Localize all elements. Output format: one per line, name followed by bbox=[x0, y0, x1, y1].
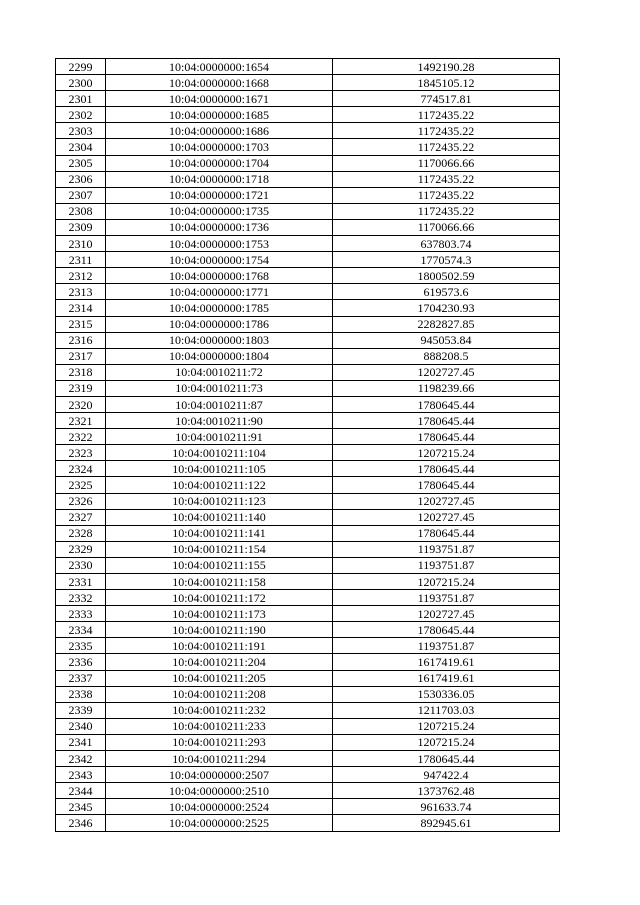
cadastral-code-cell: 10:04:0010211:72 bbox=[106, 364, 333, 380]
table-row bbox=[56, 300, 560, 316]
row-index-cell: 2303 bbox=[56, 123, 106, 139]
cadastral-code-cell: 10:04:0000000:1753 bbox=[106, 236, 333, 252]
row-index-cell: 2302 bbox=[56, 107, 106, 123]
amount-cell: 1172435.22 bbox=[333, 139, 560, 155]
row-index-cell: 2318 bbox=[56, 364, 106, 380]
cadastral-code-cell: 10:04:0010211:294 bbox=[106, 751, 333, 767]
row-index-cell: 2325 bbox=[56, 477, 106, 493]
row-index-cell: 2323 bbox=[56, 445, 106, 461]
table-row bbox=[56, 252, 560, 268]
table-row bbox=[56, 364, 560, 380]
table-row bbox=[56, 236, 560, 252]
row-index-cell: 2336 bbox=[56, 654, 106, 670]
data-table bbox=[55, 58, 560, 832]
table-row bbox=[56, 654, 560, 670]
amount-cell: 945053.84 bbox=[333, 332, 560, 348]
table-row bbox=[56, 477, 560, 493]
table-row bbox=[56, 75, 560, 91]
amount-cell: 1780645.44 bbox=[333, 622, 560, 638]
cadastral-code-cell: 10:04:0010211:233 bbox=[106, 718, 333, 734]
cadastral-code-cell: 10:04:0010211:155 bbox=[106, 557, 333, 573]
amount-cell: 1198239.66 bbox=[333, 380, 560, 396]
cadastral-code-cell: 10:04:0000000:1685 bbox=[106, 107, 333, 123]
cadastral-code-cell: 10:04:0000000:1786 bbox=[106, 316, 333, 332]
row-index-cell: 2319 bbox=[56, 380, 106, 396]
table-row bbox=[56, 284, 560, 300]
row-index-cell: 2324 bbox=[56, 461, 106, 477]
row-index-cell: 2335 bbox=[56, 638, 106, 654]
table-row bbox=[56, 155, 560, 171]
table-row bbox=[56, 445, 560, 461]
table-row bbox=[56, 396, 560, 412]
table-row bbox=[56, 203, 560, 219]
table-row bbox=[56, 606, 560, 622]
row-index-cell: 2308 bbox=[56, 203, 106, 219]
table-row bbox=[56, 139, 560, 155]
amount-cell: 1202727.45 bbox=[333, 364, 560, 380]
row-index-cell: 2315 bbox=[56, 316, 106, 332]
row-index-cell: 2320 bbox=[56, 396, 106, 412]
table-row bbox=[56, 702, 560, 718]
row-index-cell: 2340 bbox=[56, 718, 106, 734]
row-index-cell: 2328 bbox=[56, 525, 106, 541]
row-index-cell: 2346 bbox=[56, 815, 106, 831]
amount-cell: 1193751.87 bbox=[333, 590, 560, 606]
cadastral-code-cell: 10:04:0000000:1721 bbox=[106, 187, 333, 203]
cadastral-code-cell: 10:04:0000000:2507 bbox=[106, 767, 333, 783]
table-row bbox=[56, 171, 560, 187]
row-index-cell: 2341 bbox=[56, 734, 106, 750]
amount-cell: 1373762.48 bbox=[333, 783, 560, 799]
amount-cell: 1207215.24 bbox=[333, 734, 560, 750]
row-index-cell: 2343 bbox=[56, 767, 106, 783]
cadastral-code-cell: 10:04:0010211:73 bbox=[106, 380, 333, 396]
cadastral-code-cell: 10:04:0010211:122 bbox=[106, 477, 333, 493]
row-index-cell: 2317 bbox=[56, 348, 106, 364]
cadastral-code-cell: 10:04:0010211:90 bbox=[106, 413, 333, 429]
amount-cell: 1800502.59 bbox=[333, 268, 560, 284]
amount-cell: 888208.5 bbox=[333, 348, 560, 364]
table-row bbox=[56, 316, 560, 332]
row-index-cell: 2338 bbox=[56, 686, 106, 702]
table-row bbox=[56, 541, 560, 557]
row-index-cell: 2334 bbox=[56, 622, 106, 638]
row-index-cell: 2337 bbox=[56, 670, 106, 686]
row-index-cell: 2330 bbox=[56, 557, 106, 573]
cadastral-code-cell: 10:04:0000000:1703 bbox=[106, 139, 333, 155]
row-index-cell: 2312 bbox=[56, 268, 106, 284]
cadastral-code-cell: 10:04:0000000:1704 bbox=[106, 155, 333, 171]
amount-cell: 1172435.22 bbox=[333, 107, 560, 123]
table-row bbox=[56, 638, 560, 654]
amount-cell: 892945.61 bbox=[333, 815, 560, 831]
cadastral-code-cell: 10:04:0000000:1654 bbox=[106, 59, 333, 75]
table-row bbox=[56, 91, 560, 107]
cadastral-code-cell: 10:04:0000000:1771 bbox=[106, 284, 333, 300]
amount-cell: 1780645.44 bbox=[333, 525, 560, 541]
cadastral-code-cell: 10:04:0000000:1803 bbox=[106, 332, 333, 348]
amount-cell: 961633.74 bbox=[333, 799, 560, 815]
row-index-cell: 2333 bbox=[56, 606, 106, 622]
table-row bbox=[56, 187, 560, 203]
amount-cell: 1170066.66 bbox=[333, 155, 560, 171]
table-row bbox=[56, 574, 560, 590]
row-index-cell: 2306 bbox=[56, 171, 106, 187]
cadastral-code-cell: 10:04:0010211:87 bbox=[106, 396, 333, 412]
table-row bbox=[56, 509, 560, 525]
cadastral-code-cell: 10:04:0000000:2525 bbox=[106, 815, 333, 831]
amount-cell: 1780645.44 bbox=[333, 477, 560, 493]
table-row bbox=[56, 525, 560, 541]
table-row bbox=[56, 670, 560, 686]
amount-cell: 1207215.24 bbox=[333, 574, 560, 590]
amount-cell: 1770574.3 bbox=[333, 252, 560, 268]
amount-cell: 1193751.87 bbox=[333, 638, 560, 654]
table-row bbox=[56, 493, 560, 509]
table-row bbox=[56, 268, 560, 284]
cadastral-code-cell: 10:04:0010211:123 bbox=[106, 493, 333, 509]
cadastral-code-cell: 10:04:0000000:1804 bbox=[106, 348, 333, 364]
row-index-cell: 2307 bbox=[56, 187, 106, 203]
amount-cell: 1172435.22 bbox=[333, 203, 560, 219]
amount-cell: 1492190.28 bbox=[333, 59, 560, 75]
amount-cell: 1202727.45 bbox=[333, 509, 560, 525]
row-index-cell: 2314 bbox=[56, 300, 106, 316]
row-index-cell: 2327 bbox=[56, 509, 106, 525]
row-index-cell: 2345 bbox=[56, 799, 106, 815]
cadastral-code-cell: 10:04:0010211:293 bbox=[106, 734, 333, 750]
cadastral-code-cell: 10:04:0000000:1768 bbox=[106, 268, 333, 284]
table-row bbox=[56, 734, 560, 750]
row-index-cell: 2301 bbox=[56, 91, 106, 107]
amount-cell: 1172435.22 bbox=[333, 123, 560, 139]
cadastral-code-cell: 10:04:0010211:158 bbox=[106, 574, 333, 590]
table-row bbox=[56, 219, 560, 235]
amount-cell: 619573.6 bbox=[333, 284, 560, 300]
amount-cell: 1617419.61 bbox=[333, 670, 560, 686]
table-row bbox=[56, 718, 560, 734]
amount-cell: 1211703.03 bbox=[333, 702, 560, 718]
table-row bbox=[56, 332, 560, 348]
cadastral-code-cell: 10:04:0000000:1736 bbox=[106, 219, 333, 235]
amount-cell: 1193751.87 bbox=[333, 541, 560, 557]
cadastral-code-cell: 10:04:0000000:2524 bbox=[106, 799, 333, 815]
table-row bbox=[56, 590, 560, 606]
amount-cell: 1704230.93 bbox=[333, 300, 560, 316]
cadastral-code-cell: 10:04:0010211:208 bbox=[106, 686, 333, 702]
row-index-cell: 2309 bbox=[56, 219, 106, 235]
amount-cell: 2282827.85 bbox=[333, 316, 560, 332]
amount-cell: 1193751.87 bbox=[333, 557, 560, 573]
table-row bbox=[56, 799, 560, 815]
table-row bbox=[56, 107, 560, 123]
row-index-cell: 2305 bbox=[56, 155, 106, 171]
row-index-cell: 2322 bbox=[56, 429, 106, 445]
cadastral-code-cell: 10:04:0010211:140 bbox=[106, 509, 333, 525]
table-row bbox=[56, 59, 560, 75]
cadastral-code-cell: 10:04:0000000:1671 bbox=[106, 91, 333, 107]
row-index-cell: 2304 bbox=[56, 139, 106, 155]
row-index-cell: 2332 bbox=[56, 590, 106, 606]
cadastral-code-cell: 10:04:0000000:1754 bbox=[106, 252, 333, 268]
cadastral-code-cell: 10:04:0000000:1718 bbox=[106, 171, 333, 187]
amount-cell: 637803.74 bbox=[333, 236, 560, 252]
amount-cell: 1780645.44 bbox=[333, 461, 560, 477]
amount-cell: 1780645.44 bbox=[333, 413, 560, 429]
table-row bbox=[56, 123, 560, 139]
row-index-cell: 2339 bbox=[56, 702, 106, 718]
cadastral-code-cell: 10:04:0010211:104 bbox=[106, 445, 333, 461]
cadastral-code-cell: 10:04:0000000:1668 bbox=[106, 75, 333, 91]
amount-cell: 1617419.61 bbox=[333, 654, 560, 670]
cadastral-code-cell: 10:04:0010211:191 bbox=[106, 638, 333, 654]
cadastral-code-cell: 10:04:0010211:154 bbox=[106, 541, 333, 557]
table-row bbox=[56, 380, 560, 396]
cadastral-code-cell: 10:04:0010211:172 bbox=[106, 590, 333, 606]
row-index-cell: 2331 bbox=[56, 574, 106, 590]
row-index-cell: 2300 bbox=[56, 75, 106, 91]
table-row bbox=[56, 783, 560, 799]
table-row bbox=[56, 751, 560, 767]
cadastral-code-cell: 10:04:0010211:232 bbox=[106, 702, 333, 718]
amount-cell: 1202727.45 bbox=[333, 606, 560, 622]
table-row bbox=[56, 348, 560, 364]
amount-cell: 1780645.44 bbox=[333, 396, 560, 412]
cadastral-code-cell: 10:04:0000000:1686 bbox=[106, 123, 333, 139]
row-index-cell: 2316 bbox=[56, 332, 106, 348]
table-row bbox=[56, 767, 560, 783]
table-row bbox=[56, 461, 560, 477]
cadastral-code-cell: 10:04:0010211:105 bbox=[106, 461, 333, 477]
amount-cell: 1202727.45 bbox=[333, 493, 560, 509]
cadastral-code-cell: 10:04:0010211:205 bbox=[106, 670, 333, 686]
row-index-cell: 2313 bbox=[56, 284, 106, 300]
row-index-cell: 2310 bbox=[56, 236, 106, 252]
table-row bbox=[56, 815, 560, 831]
cadastral-code-cell: 10:04:0010211:91 bbox=[106, 429, 333, 445]
table-row bbox=[56, 622, 560, 638]
amount-cell: 1530336.05 bbox=[333, 686, 560, 702]
cadastral-code-cell: 10:04:0010211:190 bbox=[106, 622, 333, 638]
table-body bbox=[56, 59, 560, 832]
amount-cell: 1207215.24 bbox=[333, 718, 560, 734]
row-index-cell: 2311 bbox=[56, 252, 106, 268]
table-row bbox=[56, 557, 560, 573]
table-row bbox=[56, 429, 560, 445]
amount-cell: 947422.4 bbox=[333, 767, 560, 783]
row-index-cell: 2342 bbox=[56, 751, 106, 767]
table-row bbox=[56, 686, 560, 702]
row-index-cell: 2329 bbox=[56, 541, 106, 557]
cadastral-code-cell: 10:04:0010211:204 bbox=[106, 654, 333, 670]
amount-cell: 1172435.22 bbox=[333, 187, 560, 203]
amount-cell: 1170066.66 bbox=[333, 219, 560, 235]
row-index-cell: 2321 bbox=[56, 413, 106, 429]
row-index-cell: 2344 bbox=[56, 783, 106, 799]
amount-cell: 1780645.44 bbox=[333, 429, 560, 445]
amount-cell: 1780645.44 bbox=[333, 751, 560, 767]
cadastral-code-cell: 10:04:0010211:173 bbox=[106, 606, 333, 622]
amount-cell: 774517.81 bbox=[333, 91, 560, 107]
table-row bbox=[56, 413, 560, 429]
cadastral-code-cell: 10:04:0000000:1785 bbox=[106, 300, 333, 316]
amount-cell: 1207215.24 bbox=[333, 445, 560, 461]
cadastral-code-cell: 10:04:0000000:2510 bbox=[106, 783, 333, 799]
amount-cell: 1845105.12 bbox=[333, 75, 560, 91]
row-index-cell: 2299 bbox=[56, 59, 106, 75]
row-index-cell: 2326 bbox=[56, 493, 106, 509]
amount-cell: 1172435.22 bbox=[333, 171, 560, 187]
cadastral-code-cell: 10:04:0000000:1735 bbox=[106, 203, 333, 219]
cadastral-code-cell: 10:04:0010211:141 bbox=[106, 525, 333, 541]
